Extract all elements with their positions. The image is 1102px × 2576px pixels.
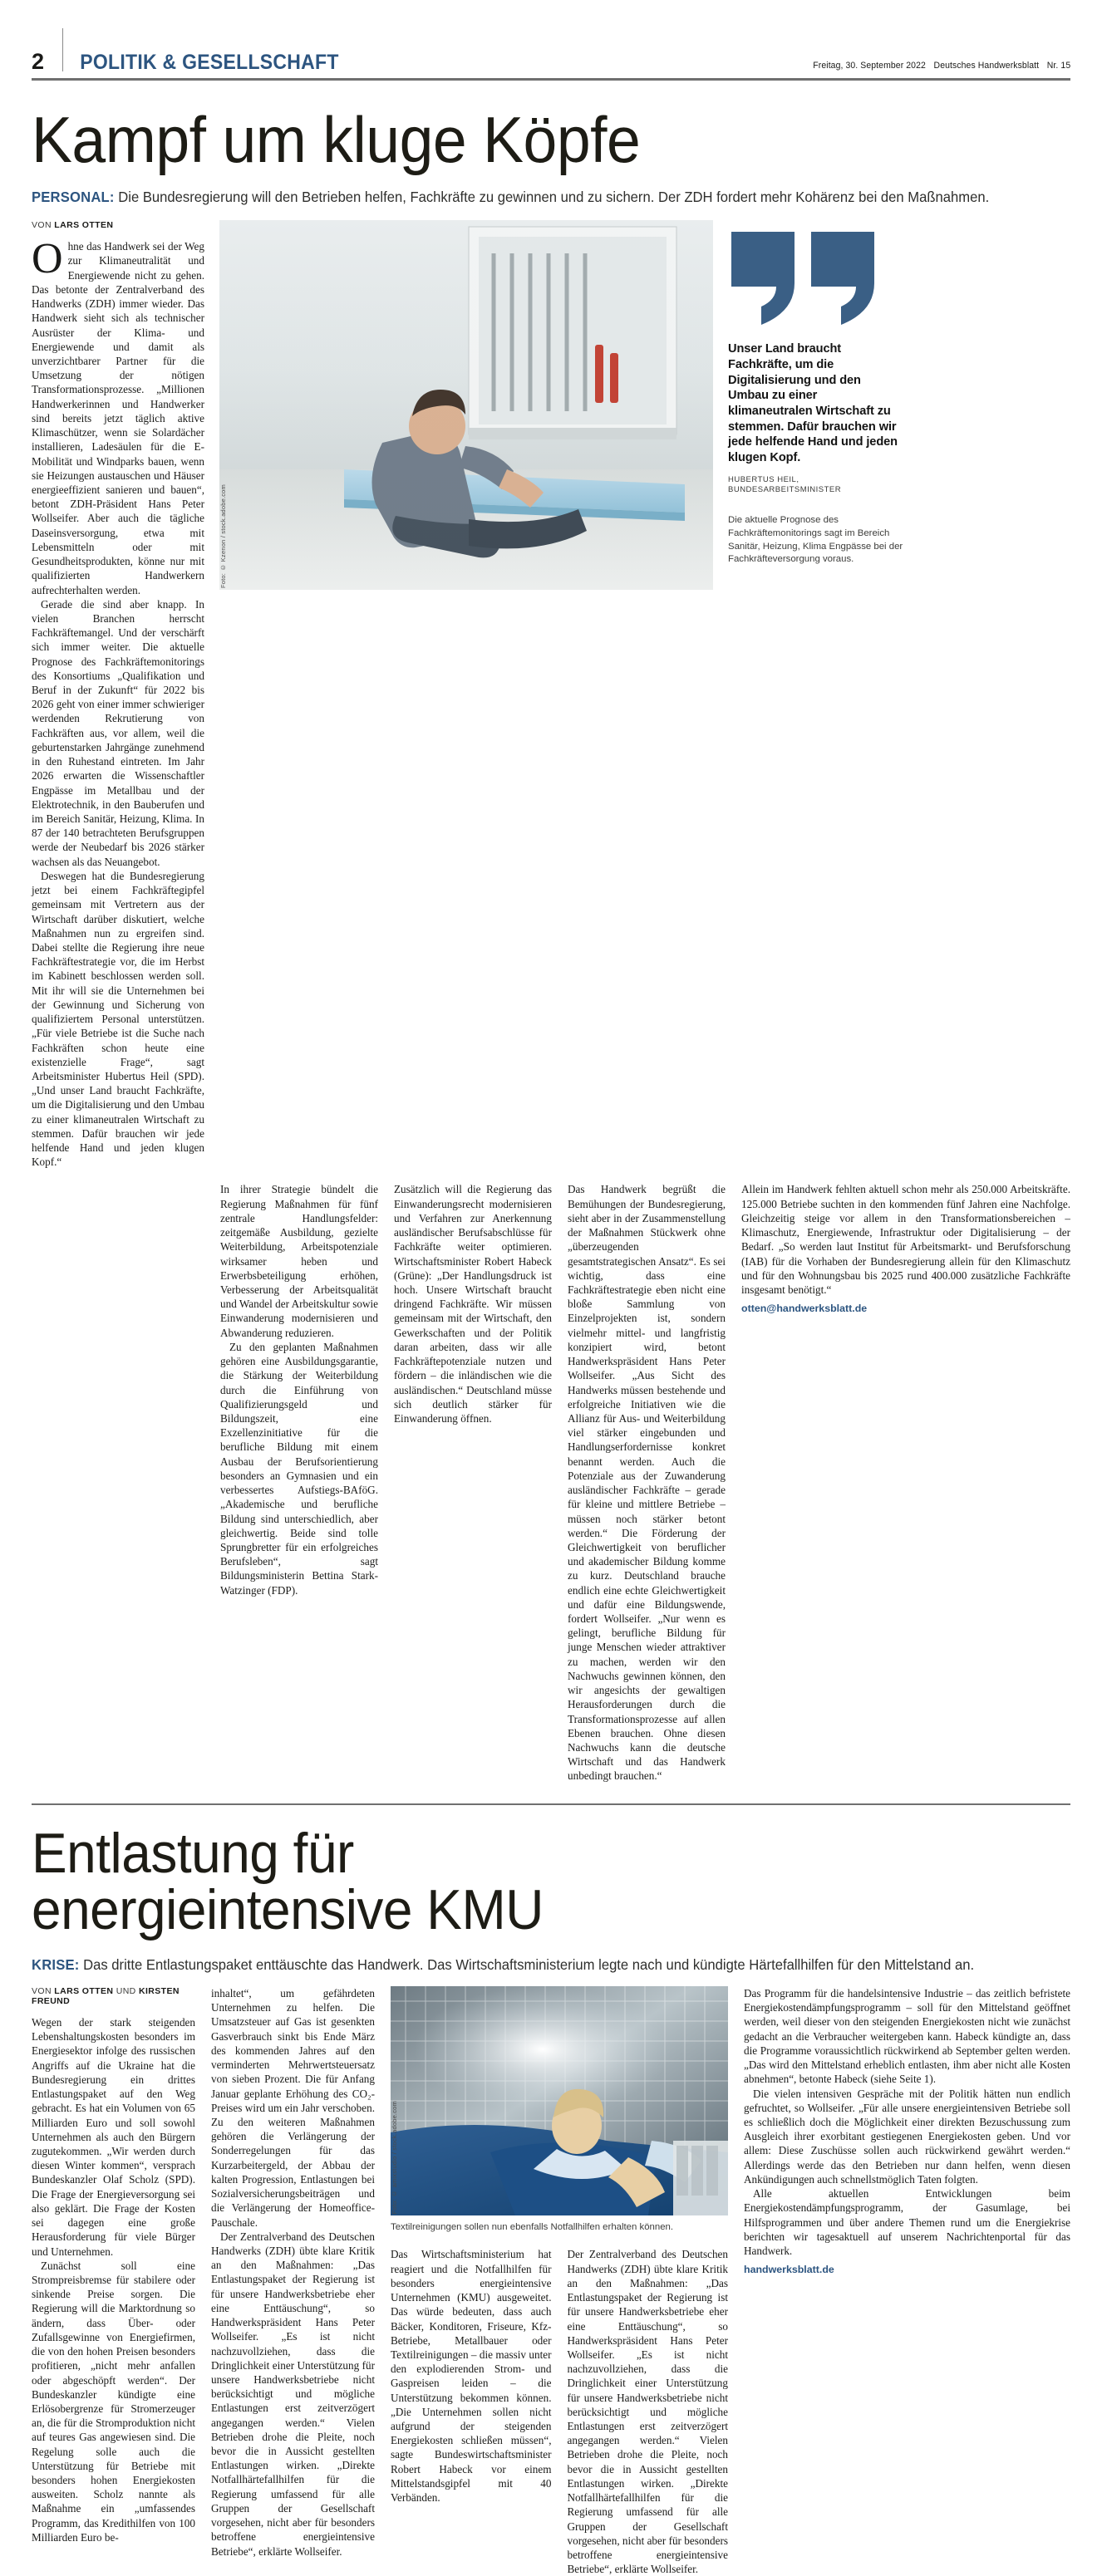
article1-lower-col-5 xyxy=(741,1182,1070,1783)
article1-col2-p2: Zu den geplanten Maßnahmen gehören eine Ausbildungsgarantie, die Stärkung der Weiterbildung durch die Einführung von Qualifizierungsgeld und Bildungszeit, eine Exzellenzinitiative für die berufliche Bildung mit einem Ausbau der Berufsorientierung besonders an Gymnasien und ein verbessertes Aufstiegs-BAföG. „Akademische und berufliche Bildung sind unterschiedlich, aber gleichwertig. Beide sind tolle Sprungbretter für ein erfolgreiches Berufsleben“, sagt Bildungsministerin Bettina Stark-Watzinger (FDP). xyxy=(220,1340,378,1597)
quote-attr-role: BUNDESARBEITSMINISTER xyxy=(728,485,842,495)
byline2-author1: LARS OTTEN xyxy=(54,1986,114,1997)
article1-photo-caption: Die aktuelle Prognose des Fachkräftemonitorings sagt im Bereich Sanitär, Heizung, Klima Engpässe bei der Fachkräfteversorgung voraus. xyxy=(728,515,903,565)
article2-headline-line2: energieintensive KMU xyxy=(32,1878,544,1942)
byline-author: LARS OTTEN xyxy=(54,220,114,231)
article1-col2-p1: In ihrer Strategie bündelt die Regierung Maßnahmen für fünf zentrale Handlungsfelder: zeitgemäße Ausbildung, gezielte Weiterbildung, Arbeitspotenziale wirksamer heben und Erwerbsbeteiligung erhöhen, Verbesserung der Arbeitsqualität und Wandel der Arbeitskultur sowie Einwanderung modernisieren und Abwanderung reduzieren. xyxy=(220,1183,378,1339)
article2-col4-p2: Die vielen intensiven Gespräche mit der Politik hätten nun endlich gefruchtet, so Wollseifer. „Für alle unsere energieintensiven Betriebe soll es schließlich doch die Möglichkeit einer direkten Bezuschussung zum Ausgleich ihrer exorbitant gestiegenen Energiekosten geben. Und vor allem: Diese Zuschüsse sollen auch rückwirkend gewährt werden.“ Allerdings werde das den Betrieben nur dann helfen, wenn diesen Ankündigungen auch schnellstmöglich Taten folgten. xyxy=(744,2087,1070,2186)
article-entlastung-fuer-kmu xyxy=(32,1822,1070,2576)
article2-lower-col-2 xyxy=(568,2247,729,2576)
newspaper-page xyxy=(0,25,1102,2576)
article2-byline xyxy=(32,1986,195,2006)
article2-photo xyxy=(391,1986,728,2215)
article2-kicker xyxy=(32,1956,1019,1975)
article2-col2-p1: inhaltet“, um gefährdeten Unternehmen zu helfen. Die Umsatzsteuer auf Gas ist gesenkten Gasverbrauch sinkt bis Ende März des kommenden Jahres auf den verminderten Mehrwertsteuersatz von sieben Prozent. Die für Anfang Januar geplante Erhöhung des CO₂-Preises wird um ein Jahr verschoben. Zu den weiteren Maßnahmen gehören die Verlängerung der Sonderregelungen für das Kurzarbeitergeld, der Abbau der kalten Progression, Entlastungen bei Sozialversicherungsbeiträgen und die Verlängerung der Homeoffice-Pauschale. xyxy=(211,1987,375,2229)
byline2-prefix: VON xyxy=(32,1986,52,1997)
article1-lower-col-4 xyxy=(568,1182,726,1783)
article1-lead-paragraph: Ohne das Handwerk sei der Weg zur Klimaneutralität und Energiewende nicht zu gehen. Das betonte der Zentralverband des Handwerks (ZDH) immer wieder. Das Handwerk sieht sich als technischer Ausrüster der Klima- und Energiewende und damit als unverzichtbarer Partner für die Umsetzung der nötigen Transformationsprozesse. „Millionen Handwerkerinnen und Handwerker sind bereits jetzt täglich aktive Klimaschützer, wenn sie Solardächer installieren, Ladesäulen für die E-Mobilität und Windparks bauen, wenn sie Heizungen austauschen und Häuser energieeffizient sanieren und bauen“, betont ZDH-Präsident Hans Peter Wollseifer. Aber auch die tägliche Daseinsversorgung, etwa mit Lebensmitteln oder mit Gesundheitsprodukten, könne nur mit qualifizierten Handwerkern aufrechterhalten werden. xyxy=(32,235,204,596)
article2-photo-column xyxy=(391,1986,728,2576)
article2-kicker-text: Das dritte Entlastungspaket enttäuschte das Handwerk. Das Wirtschaftsministerium legte nach und kündigte Härtefallhilfen für den Mittelstand an. xyxy=(83,1956,975,1974)
article1-col3-p1: Zusätzlich will die Regierung das Einwanderungsrecht modernisieren und Verfahren zur Anerkennung ausländischer Berufsabschlüsse für Fachkräfte weiter optimieren. Wirtschaftsminister Robert Habeck (Grüne): „Der Handlungsdruck ist hoch. Unsere Wirtschaft braucht dringend Fachkräfte. Wir müssen gemeinsam mit der Wirtschaft, den Gewerkschaften und der Politik daran arbeiten, dass wir alle Fachkräftepotenziale nutzen und fördern – die inländischen wie die ausländischen.“ Deutschland müsse sich deutlich stärker für Einwanderung öffnen. xyxy=(394,1183,552,1425)
article2-body xyxy=(32,1986,1070,2576)
article1-lower-col-2 xyxy=(220,1182,378,1783)
pull-quote-text: Unser Land braucht Fachkräfte, um die Digitalisierung und den Umbau zu einer klimaneutralen Wirtschaft zu stemmen. Dafür brauchen wir jede helfende Hand und jeden klugen Kopf. xyxy=(728,342,898,464)
article1-headline: Kampf um kluge Köpfe xyxy=(32,102,641,176)
masthead xyxy=(32,25,1070,73)
article2-column-4 xyxy=(744,1986,1070,2576)
article1-photo xyxy=(219,220,713,590)
article2-headline xyxy=(32,1822,1008,1942)
article1-photo-credit: Foto: © Kzenon / stock.adobe.com xyxy=(219,484,227,589)
article2-column-2 xyxy=(211,1986,375,2576)
article2-lower-columns xyxy=(391,2247,728,2576)
article1-col1-p3: Deswegen hat die Bundesregierung jetzt bei einem Fachkräftegipfel gemeinsam mit Vertretern aus der Wirtschaft darüber diskutiert, welche Maßnahmen nun zu ergreifen sind. Dabei stellte die Regierung ihre neue Fachkräftestrategie vor, die im Herbst im Kabinett beschlossen werden soll. Mit ihr will sie die Unternehmen bei der Gewinnung und Sicherung von qualifiziertem Personal unterstützen. „Für viele Betriebe ist die Suche nach Fachkräften schon heute eine existenzielle Frage“, sagt Arbeitsminister Hubertus Heil (SPD). „Und unser Land braucht Fachkräfte, um die Digitalisierung und den Umbau zu einer klimaneutralen Wirtschaft zu stemmen. Dafür brauchen wir jede helfende Hand und jeden klugen Kopf.“ xyxy=(32,869,204,1169)
article2-column-1 xyxy=(32,1986,195,2576)
quote-mark-icon xyxy=(728,232,886,323)
article1-body xyxy=(32,220,1070,1783)
article2-col2-p2: Der Zentralverband des Deutschen Handwerks (ZDH) übte klare Kritik an den Maßnahmen: „Das Entlastungspaket der Regierung ist für unsere Handwerksbetriebe eher eine Enttäuschung“, so Handwerkspräsident Hans Peter Wollseifer. „Es ist nicht nachzuvollziehen, dass die Dringlichkeit einer Unterstützung für unsere Handwerksbetriebe nicht berücksichtigt und mögliche Entlastungen erst zeitverzögert angegangen werden.“ Vielen Betrieben drohe die Pleite, noch bevor die in Aussicht gestellten Entlastungen wirken. „Direkte Notfallhärtefallhilfen für die Regierung umfassend für alle Gruppen der Gesellschaft vorgesehen, nicht aber für besonders betroffene energieintensive Betriebe“, erklärte Wollseifer. xyxy=(211,2230,375,2558)
article2-photo-caption: Textilreinigungen sollen nun ebenfalls Notfallhilfen erhalten können. xyxy=(391,2222,674,2233)
article2-col3-p1-left: Das Wirtschaftsministerium hat reagiert und die Notfallhilfen für besonders energieintensive Unternehmen (KMU) ausgeweitet. Das würde bedeuten, dass auch Bäcker, Konditoren, Friseure, Kfz-Betriebe, Metallbauer oder Textilreinigungen – die massiv unter den explodierenden Strom- und Gaspreisen leiden – die Unterstützung bekommen können. „Die Unternehmen sollen nicht aufgrund der steigenden Energiekosten schließen müssen“, sagte Bundeswirtschaftsminister Robert Habeck vor einem Mittelstandsgipfel mit 40 Verbänden. xyxy=(391,2248,552,2505)
issue-number: Nr. 15 xyxy=(1046,61,1070,71)
quote-attr-name: HUBERTUS HEIL, xyxy=(728,474,799,484)
article1-kicker-label: PERSONAL: xyxy=(32,189,115,206)
article1-lower-col-spacer xyxy=(32,1182,204,1783)
article2-col4-p1: Das Programm für die handelsintensive Industrie – das zeitlich befristete Energiekostendämpfungsprogramm – soll für den Mittelstand geöffnet werden, weil dieser von den steigenden Energiekosten nicht wie zunächst gedacht an die Verbraucher weitergeben kann. Habeck kündigte an, dass die Programme voraussichtlich rückwirkend ab September gelten werden. „Das wird den Mittelstand erheblich entlasten, ihm aber nicht alle Kosten abnehmen“, betonte Habeck (siehe Seite 1). xyxy=(744,1987,1070,2086)
article1-kicker xyxy=(32,189,1019,207)
byline2-conjunction: UND xyxy=(116,1986,136,1997)
article1-photo-wrap xyxy=(219,220,713,1169)
article1-contact-email[interactable]: otten@handwerksblatt.de xyxy=(741,1303,868,1315)
article1-col3-p2: Das Handwerk begrüßt die Bemühungen der Bundesregierung, sieht aber in der Zusammenstellung der Maßnahmen Stückwerk ohne „überzeugenden gesamtstrategischen Ansatz“. Es sei wichtig, dass eine Fachkräftestrategie eben nicht eine bloße Sammlung von Einzelprojekten ist, sondern vielmehr mittel- und langfristig konzipiert wird, betont Handwerkspräsident Hans Peter Wollseifer. „Aus Sicht des Handwerks müssen bestehende und erfolgreiche Initiativen wie die Allianz für Aus- und Weiterbildung viel stärker eingebunden und Handlungserfordernisse konkret benannt werden. Auch die Potenziale aus der Zuwanderung ausländischer Fachkräfte – gerade für kleine und mittlere Betriebe – müssen noch stärker betont werden.“ Die Förderung der Gleichwertigkeit von beruflicher und akademischer Bildung komme zu kurz. Deutschland brauche endlich eine echte Gleichwertigkeit und dafür eine Bildungswende, fordert Wollseifer. „Nur wenn es gelingt, berufliche Bildung für junge Menschen wieder attraktiver zu machen, werden wir den Nachwuchs gewinnen können, den wir angesichts der gewaltigen Herausforderungen durch die Transformationsprozesse auf allen Ebenen brauchen. Ohne diesen Nachwuchs kann die deutsche Wirtschaft und das Handwerk unbedingt brauchen.“ xyxy=(568,1183,726,1783)
article2-col1-p1: Wegen der stark steigenden Lebenshaltungskosten besonders im Energiesektor infolge des russischen Angriffs auf die Ukraine hat die Bundesregierung ein drittes Entlastungspaket auf den Weg gebracht. Es hat ein Volumen von 65 Milliarden Euro und soll sowohl Unternehmen als auch den Bürgern zugutekommen. „Wir werden durch diesen Winter kommen“, versprach Bundeskanzler Olaf Scholz (SPD). Die Frage der Energieversorgung sei also geklärt. Die Frage der Kosten sei dagegen eine große Herausforderung für viele Bürger und Unternehmen. xyxy=(32,2016,195,2258)
byline-prefix: VON xyxy=(32,220,52,231)
article1-column-1 xyxy=(32,220,204,1169)
article2-headline-line1: Entlastung für xyxy=(32,1822,354,1886)
article1-byline xyxy=(32,220,204,230)
article2-col4-p3: Alle aktuellen Entwicklungen beim Energiekostendämpfungsprogramm, der Gasumlage, bei Hilfsprogrammen und über andere Themen rund um die Energiekrise berichten wir tagesaktuell auf unserem Nachrichtenportal für das Handwerk. xyxy=(744,2187,1070,2257)
byline2-author2: KIRSTEN FREUND xyxy=(32,1986,180,2007)
masthead-rule xyxy=(32,78,1070,81)
publication-name: Deutsches Handwerksblatt xyxy=(933,61,1039,71)
masthead-meta xyxy=(807,61,1070,73)
article2-col2-p2-cont: Der Zentralverband des Deutschen Handwerks (ZDH) übte klare Kritik an den Maßnahmen: „Das Entlastungspaket der Regierung ist für unsere Handwerksbetriebe eher eine Enttäuschung“, so Handwerkspräsident Hans Peter Wollseifer. „Es ist nicht nachzuvollziehen, dass die Dringlichkeit einer Unterstützung für unsere Handwerksbetriebe nicht berücksichtigt und mögliche Entlastungen erst zeitverzögert angegangen werden.“ Vielen Betrieben drohe die Pleite, noch bevor die in Aussicht gestellten Entlastungen wirken. „Direkte Notfallhärtefallhilfen für die Regierung umfassend für alle Gruppen der Gesellschaft vorgesehen, nicht aber für besonders betroffene energieintensive Betriebe“, erklärte Wollseifer. xyxy=(567,2248,728,2576)
page-number: 2 xyxy=(32,49,44,74)
article1-kicker-text: Die Bundesregierung will den Betrieben helfen, Fachkräfte zu gewinnen und zu sichern. Der ZDH fordert mehr Kohärenz bei den Maßnahmen. xyxy=(118,189,990,206)
article1-col4-p1: Allein im Handwerk fehlten aktuell schon mehr als 250.000 Arbeitskräfte. 125.000 Betriebe suchten in den kommenden fünf Jahren eine Nachfolge. Gleichzeitig steige vor allem in den Transformationsbereichen – Klimaschutz, Energiewende, Infrastruktur oder Digitalisierung – der Bedarf. „So werden laut Institut für Arbeitsmarkt- und Berufsforschung (IAB) für die Vorhaben der Bundesregierung allein für den Klimaschutz und für den Wohnungsbau bis 2025 rund 400.000 zusätzliche Fachkräfte insgesamt benötigt.“ xyxy=(741,1183,1070,1296)
article2-kicker-label: KRISE: xyxy=(32,1956,80,1974)
article-divider-rule xyxy=(32,1803,1070,1806)
article1-col1-p2: Gerade die sind aber knapp. In vielen Branchen herrscht Fachkräftemangel. Und der verschärft sich immer weiter. Die aktuelle Prognose des Fachkräftemonitorings des Konsortiums „Qualifikation und Beruf in der Zukunft“ für 2022 bis 2026 geht von einer immer schwieriger werdenden Rekrutierung von Fachkräften aus, vor allem, weil die geburtenstarken Jahrgänge zunehmend in den Ruhestand eintreten. Im Jahr 2026 erwarten die Wissenschaftler Engpässe im Metallbau und der Elektrotechnik, in den Bauberufen und im Bereich Sanitär, Heizung, Klima. In 87 der 140 betrachteten Berufsgruppen werde der Neubedarf bis 2026 stärker wachsen als das Neuangebot. xyxy=(32,597,204,868)
issue-date: Freitag, 30. September 2022 xyxy=(813,61,926,71)
article1-lower-col-3 xyxy=(394,1182,552,1783)
article2-contact-link[interactable]: handwerksblatt.de xyxy=(744,2264,834,2276)
article2-photo-credit: Foto: © amixstudio / stock.adobe.com xyxy=(391,2100,398,2215)
article1-lower-columns xyxy=(32,1182,1070,1783)
article2-col1-p2: Zunächst soll eine Strompreisbremse für stabilere oder sinkende Preise sorgen. Die Regierung will die Marktordnung so ändern, dass Über- oder Zufallsgewinne von Energiefirmen, die von den hohen Preisen besonders profitieren, „nicht mehr anfallen oder abgeschöpft werden“. Der Bundeskanzler kündigte eine Erlösobergrenze für Stromerzeuger an, die für die Stromproduktion nicht auf teures Gas angewiesen sind. Die Regelung solle auch die Unterstützung für Betriebe mit besonders hohen Energiekosten ausweiten. Scholz nannte als Maßnahme ein „umfassendes Programm, das Kredithilfen von 100 Milliarden Euro be- xyxy=(32,2259,195,2544)
article2-lower-col-1 xyxy=(391,2247,552,2576)
section-title: POLITIK & GESELLSCHAFT xyxy=(79,51,339,74)
article1-quote-column xyxy=(728,220,904,1169)
article-kampf-um-kluge-koepfe xyxy=(32,102,1070,1784)
pull-quote-attribution xyxy=(728,475,904,497)
